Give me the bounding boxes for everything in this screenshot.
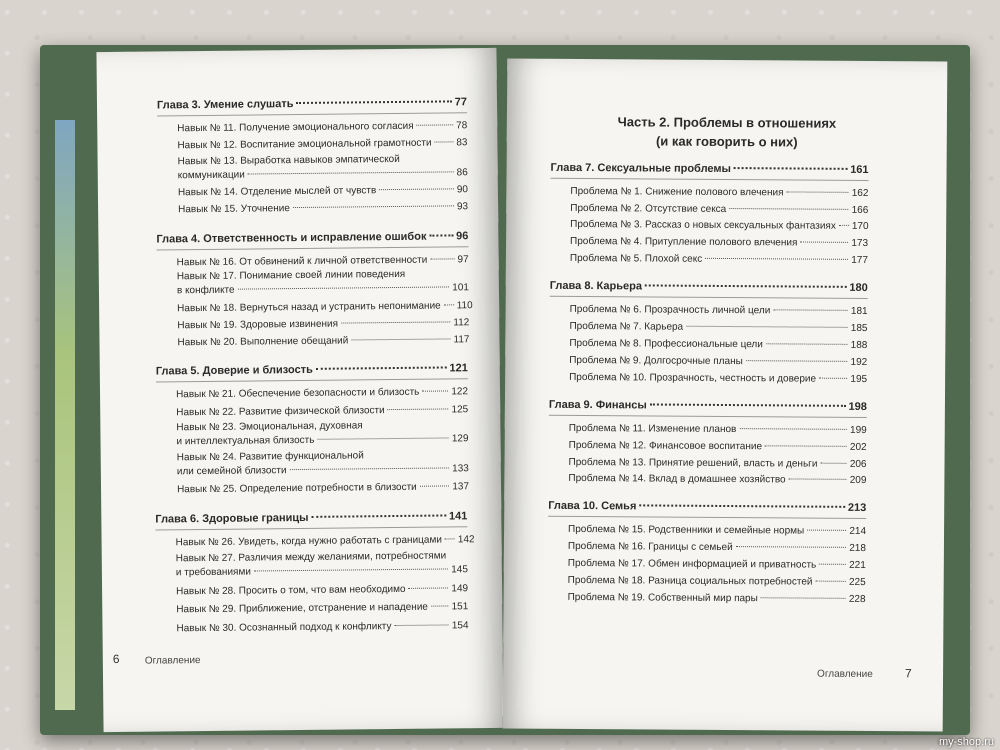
toc-item: Проблема № 12. Финансовое воспитание 202 [568, 439, 867, 453]
toc-item: Навык № 22. Развитие физической близости 125 [176, 404, 469, 419]
chapter-divider [156, 378, 468, 382]
chapter-entry: Глава 5. Доверие и близость 121 [155, 362, 468, 378]
part-title: Часть 2. Проблемы в отношениях [617, 114, 837, 131]
toc-item: Проблема № 11. Изменение планов 199 [568, 422, 867, 436]
chapter-divider [155, 526, 467, 530]
toc-item: Проблема № 8. Профессиональные цели 188 [569, 337, 868, 351]
toc-item: Навык № 14. Отделение мыслей от чувств 90 [177, 184, 468, 199]
toc-item: Навык № 20. Выполнение обещаний 117 [177, 334, 470, 349]
toc-item: Проблема № 2. Отсутствие секса 166 [570, 202, 869, 216]
toc-item: Навык № 21. Обеспечение безопасности и близость 122 [175, 386, 469, 401]
toc-item: Навык № 30. Осознанный подход к конфликту 154 [176, 620, 469, 635]
toc-item: Проблема № 6. Прозрачность личной цели 181 [569, 303, 868, 317]
page-footer: Оглавление [817, 668, 873, 681]
toc-item-line1: Навык № 23. Эмоциональная, духовная [176, 420, 363, 434]
toc-item: Проблема № 14. Вклад в домашнее хозяйство 209 [568, 472, 867, 486]
toc-item: Навык № 11. Получение эмоционального согласия 78 [177, 120, 468, 135]
toc-item-line1: Навык № 24. Развитие функциональной [176, 450, 364, 464]
chapter-entry: Глава 7. Сексуальные проблемы 161 [550, 161, 869, 176]
chapter-divider [549, 415, 867, 418]
toc-item: и требованиями 145 [175, 564, 468, 579]
watermark: my-shop.ru [938, 736, 994, 748]
toc-item: и интеллектуальная близость 129 [176, 433, 469, 448]
toc-item-line1: Навык № 27. Различия между желаниями, потребностями [175, 550, 447, 565]
chapter-divider [157, 246, 469, 250]
toc-item: Навык № 15. Уточнение 93 [178, 201, 469, 216]
chapter-divider [551, 178, 869, 181]
part-subtitle: (и как говорить о них) [655, 133, 798, 150]
page-number: 7 [905, 666, 912, 681]
toc-item: или семейной близости 133 [176, 463, 469, 478]
page-number: 6 [112, 651, 120, 666]
toc-item: Проблема № 13. Принятие решений, власть и деньги 206 [568, 456, 867, 470]
cover-edge-strip [55, 120, 75, 710]
page-footer: Оглавление [144, 655, 201, 667]
chapter-entry: Глава 6. Здоровые границы 141 [155, 510, 468, 526]
toc-item: Проблема № 16. Границы с семьей 218 [567, 540, 866, 554]
chapter-divider [548, 516, 866, 519]
toc-item: в конфликте 101 [176, 282, 469, 297]
toc-item: Навык № 18. Вернуться назад и устранить непонимание 110 [177, 300, 473, 315]
toc-item-line1: Навык № 17. Понимание своей линии поведения [176, 268, 406, 283]
chapter-divider [550, 296, 868, 299]
toc-item: Проблема № 19. Собственный мир пары 228 [567, 591, 866, 605]
toc-item: Проблема № 4. Притупление полового влечения 173 [570, 235, 869, 249]
chapter-entry: Глава 10. Семья 213 [548, 499, 867, 514]
chapter-divider [157, 112, 467, 116]
toc-item: Проблема № 7. Карьера 185 [569, 320, 868, 334]
toc-item: Проблема № 3. Рассказ о новых сексуальных фантазиях 170 [570, 218, 869, 232]
toc-item: коммуникации 86 [177, 167, 468, 182]
toc-item: Навык № 26. Увидеть, когда нужно работать с границами 142 [175, 534, 475, 549]
toc-item: Навык № 19. Здоровые извинения 112 [177, 317, 470, 332]
toc-item: Проблема № 9. Долгосрочные планы 192 [569, 354, 868, 368]
toc-item: Проблема № 15. Родственники и семейные нормы 214 [568, 523, 867, 537]
chapter-entry: Глава 4. Ответственность и исправление ошибок 96 [156, 230, 469, 246]
left-page [96, 48, 503, 732]
toc-item: Навык № 28. Просить о том, что вам необходимо 149 [176, 583, 469, 598]
chapter-entry: Глава 3. Умение слушать 77 [156, 96, 468, 112]
toc-item: Навык № 29. Приближение, отстранение и нападение 151 [176, 601, 469, 616]
toc-item: Проблема № 10. Прозрачность, честность и доверие 195 [569, 371, 868, 385]
right-page [503, 58, 948, 731]
chapter-entry: Глава 9. Финансы 198 [548, 398, 867, 413]
toc-item: Навык № 25. Определение потребности в близости 137 [176, 481, 470, 496]
toc-item: Проблема № 17. Обмен информацией и приватность 221 [567, 557, 866, 571]
toc-item: Навык № 16. От обвинений к личной ответственности 97 [176, 254, 469, 269]
chapter-entry: Глава 8. Карьера 180 [549, 279, 868, 294]
toc-item: Проблема № 5. Плохой секс 177 [569, 252, 868, 266]
toc-item: Проблема № 1. Снижение полового влечения 162 [570, 185, 869, 199]
toc-item: Навык № 12. Воспитание эмоциональной грамотности 83 [177, 137, 468, 152]
toc-item: Проблема № 18. Разница социальных потребностей 225 [567, 574, 866, 588]
toc-item-line1: Навык № 13. Выработка навыков эмпатической [177, 153, 400, 168]
